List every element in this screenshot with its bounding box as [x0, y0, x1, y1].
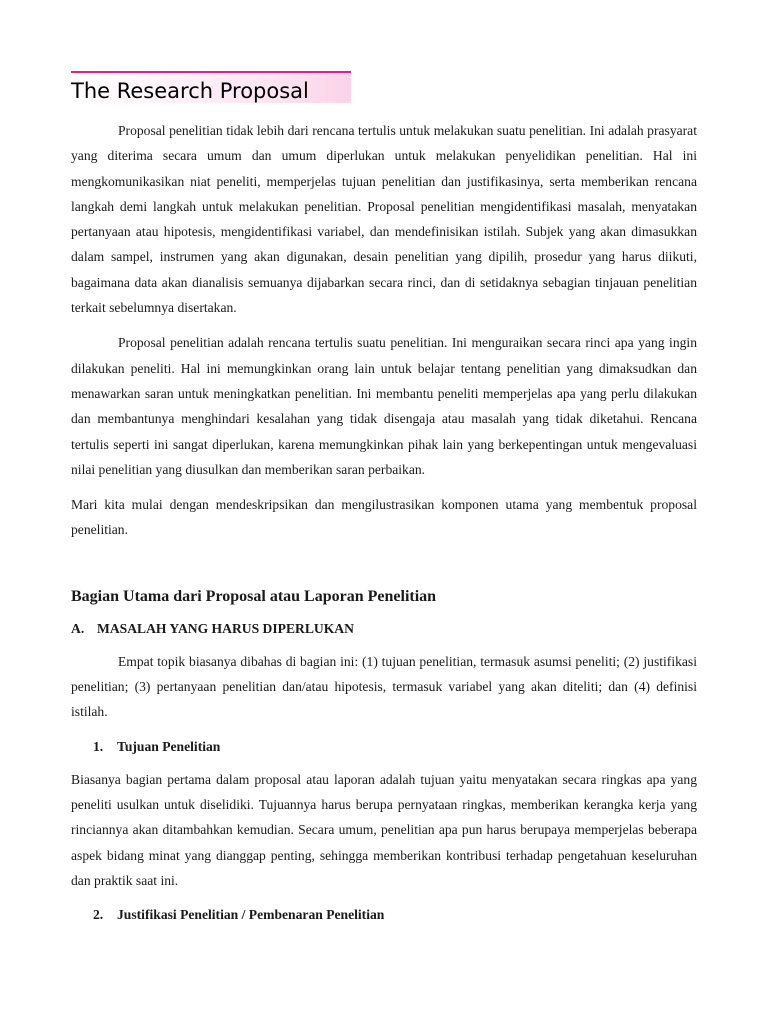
title-banner: [71, 71, 351, 103]
item-number-1: 1.: [93, 738, 104, 754]
subsection-marker: A.: [71, 620, 85, 636]
item-title-2: Justifikasi Penelitian / Pembenaran Penelitian: [117, 907, 385, 923]
subsection-paragraph: Empat topik biasanya dibahas di bagian ini: (1) tujuan penelitian, termasuk asumsi peneliti; (2) justifikasi penelitian; (3) pertanyaan penelitian dan/atau hipotesis, termasuk variabel yang akan diteliti; dan (4) definisi istilah.: [71, 653, 697, 720]
intro-paragraph-3: Mari kita mulai dengan mendeskripsikan dan mengilustrasikan komponen utama yang membentuk proposal penelitian.: [71, 497, 697, 538]
document-title: The Research Proposal: [71, 79, 309, 103]
item-heading-2: [71, 903, 697, 927]
subsection-heading: [71, 617, 697, 641]
item-paragraph-1: Biasanya bagian pertama dalam proposal atau laporan adalah tujuan yaitu menyatakan secara ringkas apa yang peneliti usulkan untuk diselidiki. Tujuannya harus berupa pernyataan ringkas, memberikan kerangka kerja yang rinciannya akan ditambahkan kemudian. Secara umum, penelitian apa pun harus berupaya memperjelas beberapa aspek bidang minat yang dianggap penting, sehingga memberikan kontribusi terhadap pengetahuan keseluruhan dan praktik saat ini.: [71, 771, 697, 888]
intro-paragraph-1: Proposal penelitian tidak lebih dari rencana tertulis untuk melakukan suatu penelitian. Ini adalah prasyarat yang diterima secara umum dan umum diperlukan untuk melakukan penyelidikan penelitian. Hal ini mengkomunikasikan niat peneliti, memperjelas tujuan penelitian dan justifikasinya, serta memberikan rencana langkah demi langkah untuk melakukan penelitian. Proposal penelitian mengidentifikasi masalah, menyatakan pertanyaan atau hipotesis, mengidentifikasi variabel, dan mendefinisikan istilah. Subjek yang akan dimasukkan dalam sampel, instrumen yang akan digunakan, desain penelitian yang dipilih, prosedur yang harus diikuti, bagaimana data akan dianalisis semuanya dijabarkan secara rinci, dan di setidaknya sebagian tinjauan penelitian terkait sebelumnya disertakan.: [71, 123, 697, 316]
document-body: [71, 118, 697, 935]
section-heading: Bagian Utama dari Proposal atau Laporan Penelitian: [71, 587, 437, 605]
item-number-2: 2.: [93, 907, 104, 923]
item-title-1: Tujuan Penelitian: [117, 738, 221, 754]
subsection-title: MASALAH YANG HARUS DIPERLUKAN: [97, 620, 354, 636]
intro-paragraph-2: Proposal penelitian adalah rencana tertulis suatu penelitian. Ini menguraikan secara rinci apa yang ingin dilakukan peneliti. Hal ini memungkinkan orang lain untuk belajar tentang penelitian yang dimaksudkan dan menawarkan saran untuk meningkatkan penelitian. Ini membantu peneliti memperjelas apa yang perlu dilakukan dan membantunya menghindari kesalahan yang tidak disengaja atau masalah yang tidak diketahui. Rencana tertulis seperti ini sangat diperlukan, karena memungkinkan pihak lain yang berkepentingan untuk mengevaluasi nilai penelitian yang diusulkan dan memberikan saran perbaikan.: [71, 335, 697, 477]
item-heading-1: [71, 735, 697, 759]
